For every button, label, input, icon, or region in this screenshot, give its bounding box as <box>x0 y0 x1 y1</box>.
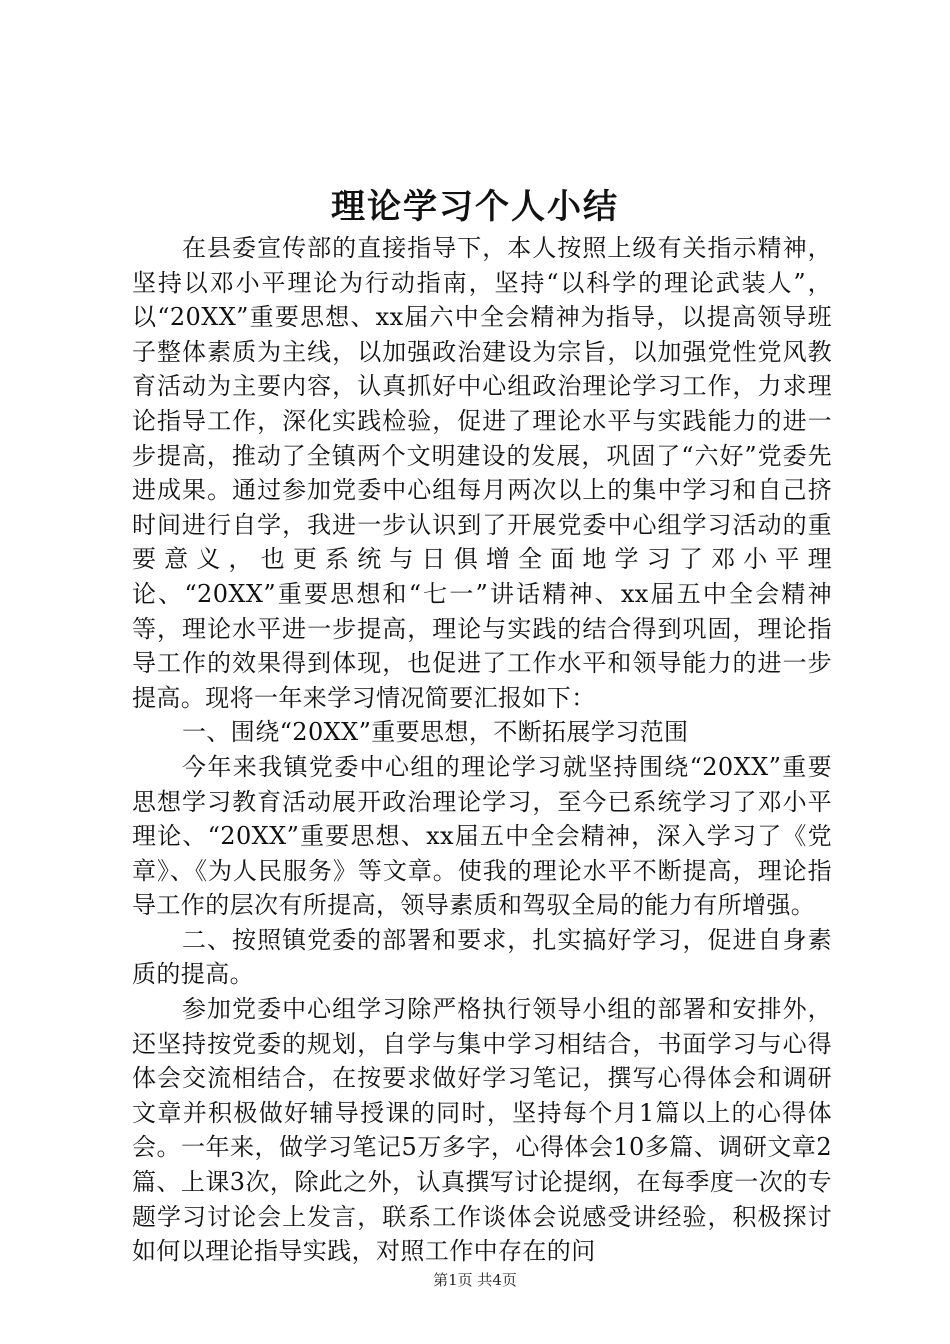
paragraph-section-2: 参加党委中心组学习除严格执行领导小组的部署和安排外，还坚持按党委的规划，自学与集中学习相结合，书面学习与心得体会交流相结合，在按要求做好学习笔记，撰写心得体会和调研文章并积极做好辅导授课的同时，坚持每个月1篇以上的心得体会。一年来，做学习笔记5万多字，心得体会10多篇、调研文章2篇、上课3次，除此之外，认真撰写讨论提纲，在每季度一次的专题学习讨论会上发言，联系工作谈体会说感受讲经验，积极探讨如何以理论指导实践，对照工作中存在的问 <box>132 995 832 1266</box>
section-heading-1: 一、围绕“20XX”重要思想，不断拓展学习范围 <box>182 718 689 747</box>
document-title: 理论学习个人小结 <box>331 187 619 227</box>
document-body <box>132 231 832 1269</box>
paragraph-section-1: 今年来我镇党委中心组的理论学习就坚持围绕“20XX”重要思想学习教育活动展开政治理论学习，至今已系统学习了邓小平理论、“20XX”重要思想、xx届五中全会精神，深入学习了《党章》、《为人民服务》等文章。使我的理论水平不断提高，理论指导工作的层次有所提高，领导素质和驾驭全局的能力有所增强。 <box>132 752 832 920</box>
paragraph-intro: 在县委宣传部的直接指导下，本人按照上级有关指示精神，坚持以邓小平理论为行动指南，坚持“以科学的理论武装人”，以“20XX”重要思想、xx届六中全会精神为指导，以提高领导班子整体素质为主线，以加强政治建设为宗旨，以加强党性党风教育活动为主要内容，认真抓好中心组政治理论学习工作，力求理论指导工作，深化实践检验，促进了理论水平与实践能力的进一步提高，推动了全镇两个文明建设的发展，巩固了“六好”党委先进成果。通过参加党委中心组每月两次以上的集中学习和自己挤时间进行自学，我进一步认识到了开展党委中心组学习活动的重要意义，也更系统与日俱增全面地学习了邓小平理论、“20XX”重要思想和“七一”讲话精神、xx届五中全会精神等，理论水平进一步提高，理论与实践的结合得到巩固，理论指导工作的效果得到体现，也促进了工作水平和领导能力的进一步提高。现将一年来学习情况简要汇报如下： <box>132 234 832 712</box>
section-heading-2: 二、按照镇党委的部署和要求，扎实搞好学习，促进自身素质的提高。 <box>132 925 832 989</box>
page-number-footer: 第1页 共4页 <box>433 1271 517 1289</box>
